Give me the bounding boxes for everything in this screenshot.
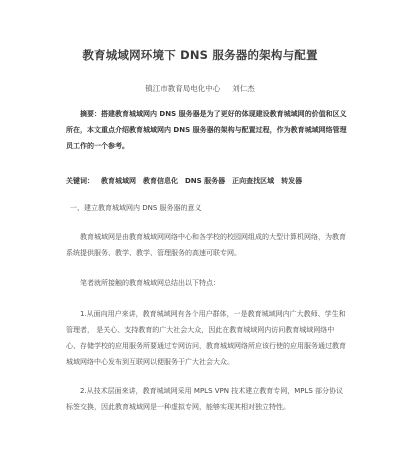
abstract-paragraph: 摘要：搭建教育城域网内 DNS 服务器是为了更好的体现建设教育城域网的价值和区义所在，本文重点介绍教育城域网内 DNS 服务器的架构与配置过程，作为教育城域网络管理员工作的一个参考。: [66, 110, 347, 150]
keyword: 转发器: [281, 177, 303, 185]
author-name: 刘仁杰: [232, 84, 255, 93]
keywords-line: [66, 173, 348, 189]
body-paragraph: 教育城域网是由教育城域网网络中心和各学校的校园网组成的大型计算机网络，为教育系统提供服务、教学、教学、管理服务的高速可联专网。: [66, 233, 346, 257]
body-paragraph: 笔者就所接触的教育城域网总结出以下特点：: [80, 279, 220, 287]
keyword: 教育城域网: [101, 177, 136, 185]
keyword: DNS 服务器: [185, 177, 226, 185]
body-paragraph: 2.从技术层面来讲，教育城域网采用 MPLS VPN 技术建立教育专网，MPLS 部分协议标签交换，因此教育城域网是一种虚拟专网，能够实现其相对独立特性。: [66, 387, 344, 411]
keyword: 教育信息化: [143, 177, 178, 185]
document-title: 教育城域网环境下 DNS 服务器的架构与配置: [82, 48, 318, 62]
body-paragraph: 1.从面向用户来讲，教育城域网有各个用户群体，一是教育城域网内广大教师、学生和管理者， 是关心、支持教育的广大社会大众，因此在教育城域网内访问教育城域网络中心、存储学校的应用服务所要通过专网访问，教育城域网络所应该行使的应用服务通过教育城域网络中心发布到互联网以便服务于广大社会大众。: [66, 310, 346, 366]
keywords-label: 关键词：: [66, 177, 94, 185]
author-affiliation: 镇江市教育局电化中心: [145, 84, 221, 93]
section-heading: 一、建立教育城域网内 DNS 服务器的意义: [70, 204, 202, 212]
keyword: 正向查找区域: [232, 177, 275, 185]
author-line: [0, 83, 400, 94]
